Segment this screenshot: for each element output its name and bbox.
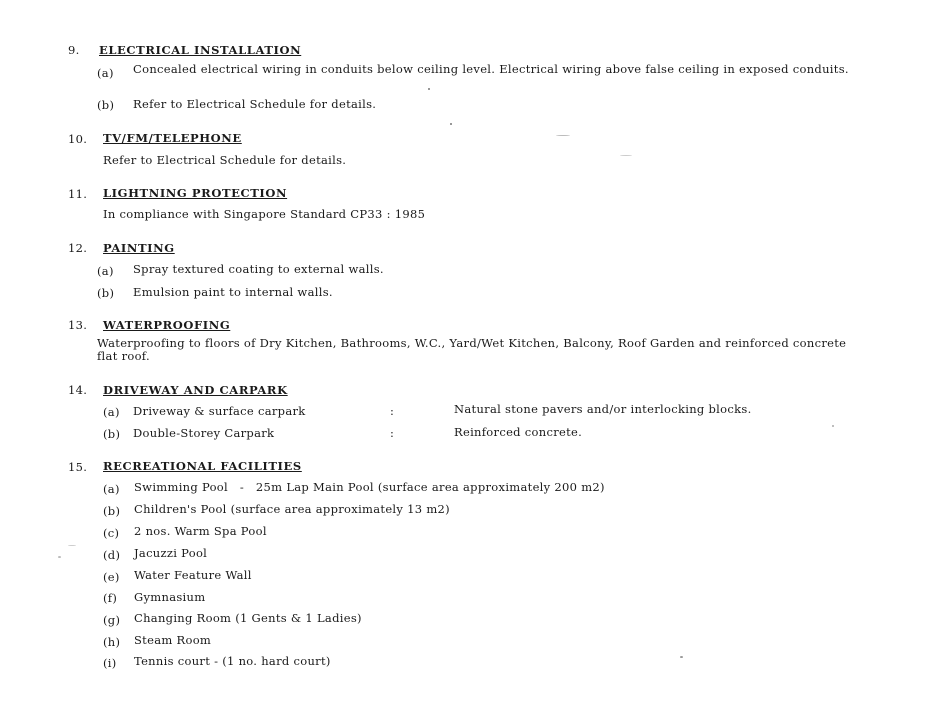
item-text: 2 nos. Warm Spa Pool [134,524,267,538]
item-marker: (c) [103,526,120,540]
section-body: Refer to Electrical Schedule for details. [103,153,347,167]
item-marker: (a) [97,264,114,278]
item-text: Refer to Electrical Schedule for details. [133,97,377,111]
item-text: Changing Room (1 Gents & 1 Ladies) [134,611,362,625]
section-number: 13. [68,318,88,332]
item-marker: (b) [103,427,121,441]
item-text: Spray textured coating to external walls. [133,262,384,276]
section-title: DRIVEWAY AND CARPARK [103,383,288,397]
scan-speck [68,545,76,546]
item-marker: (g) [103,613,121,627]
item-marker: (f) [103,591,118,605]
scan-speck [428,88,430,90]
section-title: TV/FM/TELEPHONE [103,131,242,145]
item-marker: (a) [103,405,120,419]
section-title: ELECTRICAL INSTALLATION [99,43,302,57]
section-number: 12. [68,241,88,255]
item-text: Tennis court - (1 no. hard court) [134,654,331,668]
item-marker: (b) [97,98,115,112]
section-body: In compliance with Singapore Standard CP33 : 1985 [103,207,426,221]
item-value: Natural stone pavers and/or interlocking blocks. [454,402,752,416]
item-marker: (e) [103,570,120,584]
section-number: 9. [68,43,80,57]
section-title: LIGHTNING PROTECTION [103,186,288,200]
section-title: RECREATIONAL FACILITIES [103,459,302,473]
section-number: 10. [68,132,88,146]
scan-speck [58,556,61,558]
scan-speck [832,425,834,427]
item-separator: : [390,426,395,440]
item-text: Gymnasium [134,590,206,604]
item-marker: (a) [97,66,114,80]
item-text: Children's Pool (surface area approximately 13 m2) [134,502,450,516]
item-text: Water Feature Wall [134,568,252,582]
item-marker: (i) [103,656,117,670]
item-marker: (d) [103,548,121,562]
item-text: Swimming Pool - 25m Lap Main Pool (surface area approximately 200 m2) [134,480,605,494]
item-text: Steam Room [134,633,212,647]
item-text: Concealed electrical wiring in conduits below ceiling level. Electrical wiring above false ceiling in exposed conduits. [133,62,849,76]
item-value: Reinforced concrete. [454,425,583,439]
item-text: Jacuzzi Pool [134,546,208,560]
section-title: WATERPROOFING [103,318,231,332]
scan-speck [556,135,570,136]
item-marker: (h) [103,635,121,649]
section-number: 14. [68,383,88,397]
item-marker: (b) [97,286,115,300]
item-separator: : [390,404,395,418]
section-body: Waterproofing to floors of Dry Kitchen, Bathrooms, W.C., Yard/Wet Kitchen, Balcony, Roof Garden and reinforced concrete flat roof. [97,336,847,363]
item-label: Driveway & surface carpark [133,404,306,418]
item-label: Double-Storey Carpark [133,426,275,440]
item-marker: (b) [103,504,121,518]
scan-speck [680,656,683,658]
section-title: PAINTING [103,241,175,255]
section-number: 11. [68,187,88,201]
scan-speck [450,123,452,125]
scan-speck [620,155,632,156]
item-text: Emulsion paint to internal walls. [133,285,333,299]
item-marker: (a) [103,482,120,496]
section-number: 15. [68,460,88,474]
